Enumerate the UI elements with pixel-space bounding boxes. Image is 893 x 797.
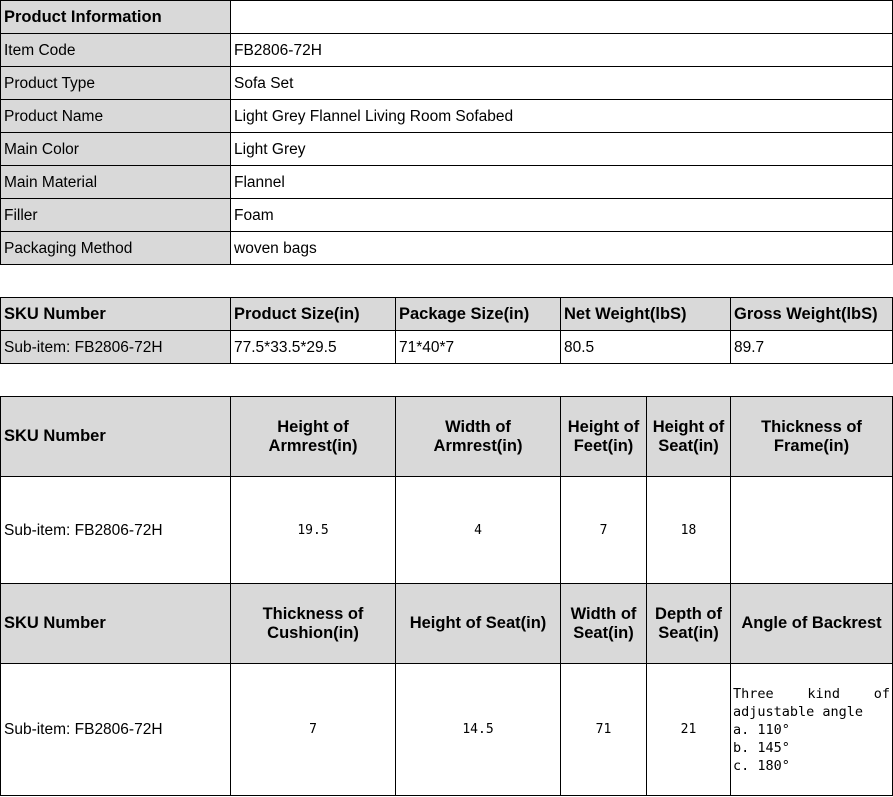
dims1-cell-armrest-width: 4: [396, 477, 561, 584]
dims1-header-sku: SKU Number: [1, 397, 231, 477]
dims2-header-seat-height: Height of Seat(in): [396, 584, 561, 664]
backrest-line-1: Three kind of: [733, 685, 890, 702]
dims2-cell-backrest-angle: [731, 664, 893, 796]
dims1-cell-armrest-height: 19.5: [231, 477, 396, 584]
info-label-product-name: Product Name: [1, 100, 231, 133]
size-weight-table: [0, 297, 893, 364]
size-header-sku: SKU Number: [1, 298, 231, 331]
size-cell-sku: Sub-item: FB2806-72H: [1, 331, 231, 364]
dims1-header-seat-height: Height of Seat(in): [647, 397, 731, 477]
dims1-header-frame-thickness: Thickness of Frame(in): [731, 397, 893, 477]
dims1-header-armrest-width: Width of Armrest(in): [396, 397, 561, 477]
dims1-cell-sku: Sub-item: FB2806-72H: [1, 477, 231, 584]
dims2-header-backrest-angle: Angle of Backrest: [731, 584, 893, 664]
size-cell-net-weight: 80.5: [561, 331, 731, 364]
info-label-item-code: Item Code: [1, 34, 231, 67]
size-cell-product-size: 77.5*33.5*29.5: [231, 331, 396, 364]
dims1-cell-feet-height: 7: [561, 477, 647, 584]
dims1-cell-seat-height: 18: [647, 477, 731, 584]
info-value-main-material: Flannel: [231, 166, 893, 199]
info-value-main-color: Light Grey: [231, 133, 893, 166]
info-value-product-type: Sofa Set: [231, 67, 893, 100]
product-info-table: [0, 0, 893, 265]
size-cell-package-size: 71*40*7: [396, 331, 561, 364]
size-header-net-weight: Net Weight(lbS): [561, 298, 731, 331]
size-header-product-size: Product Size(in): [231, 298, 396, 331]
dims2-cell-sku: Sub-item: FB2806-72H: [1, 664, 231, 796]
dims2-header-seat-depth: Depth of Seat(in): [647, 584, 731, 664]
info-value-filler: Foam: [231, 199, 893, 232]
dims2-cell-cushion-thickness: 7: [231, 664, 396, 796]
dims2-header-sku: SKU Number: [1, 584, 231, 664]
backrest-line-4: b. 145°: [733, 739, 790, 756]
backrest-line-5: c. 180°: [733, 757, 790, 774]
dims2-cell-seat-width: 71: [561, 664, 647, 796]
info-value-product-name: Light Grey Flannel Living Room Sofabed: [231, 100, 893, 133]
dims1-header-feet-height: Height of Feet(in): [561, 397, 647, 477]
dims2-header-cushion-thickness: Thickness of Cushion(in): [231, 584, 396, 664]
dims2-header-seat-width: Width of Seat(in): [561, 584, 647, 664]
info-label-main-material: Main Material: [1, 166, 231, 199]
dims1-header-armrest-height: Height of Armrest(in): [231, 397, 396, 477]
info-label-product-type: Product Type: [1, 67, 231, 100]
product-info-title: Product Information: [1, 1, 231, 34]
size-header-package-size: Package Size(in): [396, 298, 561, 331]
dimensions-table: [0, 396, 893, 796]
info-value-packaging-method: woven bags: [231, 232, 893, 265]
size-header-gross-weight: Gross Weight(lbS): [731, 298, 893, 331]
info-label-main-color: Main Color: [1, 133, 231, 166]
info-label-packaging-method: Packaging Method: [1, 232, 231, 265]
info-label-filler: Filler: [1, 199, 231, 232]
backrest-line-3: a. 110°: [733, 721, 790, 738]
product-info-title-blank: [231, 1, 893, 34]
info-value-item-code: FB2806-72H: [231, 34, 893, 67]
dims1-cell-frame-thickness: [731, 477, 893, 584]
dims2-cell-seat-height: 14.5: [396, 664, 561, 796]
dims2-cell-seat-depth: 21: [647, 664, 731, 796]
backrest-line-2: adjustable angle: [733, 703, 864, 720]
size-cell-gross-weight: 89.7: [731, 331, 893, 364]
